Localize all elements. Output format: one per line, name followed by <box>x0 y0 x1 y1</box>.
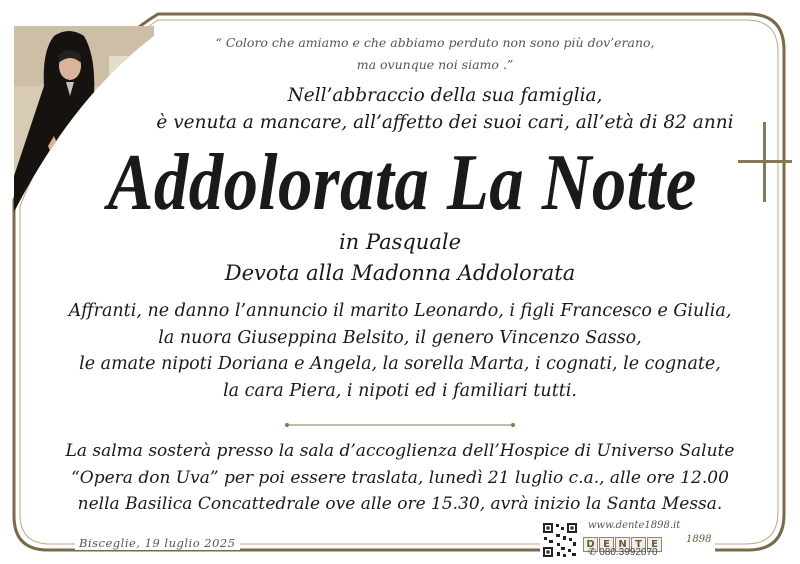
intro-line: è venuta a mancare, all’affetto dei suoi cari, all’età di 82 anni <box>156 112 734 133</box>
intro-line: Nell’abbraccio della sua famiglia, <box>287 85 603 106</box>
phone-value: 080.3992070 <box>599 547 658 558</box>
funeral-home-brand <box>540 520 715 560</box>
funeral-line: nella Basilica Concattedrale ove alle ore 15.30, avrà inizio la Santa Messa. <box>77 494 723 514</box>
quote-line: ma ovunque noi siamo .” <box>356 57 514 72</box>
phone-icon: ✆ <box>588 547 600 558</box>
logo-letter: N <box>615 537 630 552</box>
devotion-line: Devota alla Madonna Addolorata <box>224 261 576 285</box>
dente-logo <box>583 532 663 550</box>
qr-code-icon <box>542 522 578 558</box>
divider-ornament <box>285 420 515 430</box>
announcement-intro <box>150 82 740 136</box>
funeral-line: “Opera don Uva” per poi essere traslata, lunedì 21 luglio c.a., alle ore 12.00 <box>71 467 729 488</box>
funeral-line: La salma sosterà presso la sala d’accoglienza dell’Hospice di Universo Salute <box>65 441 735 461</box>
married-name: in Pasquale <box>338 230 462 254</box>
mourners-line: la nuora Giuseppina Belsito, il genero Vincenzo Sasso, <box>158 327 642 348</box>
mourners-line: le amate nipoti Doriana e Angela, la sorella Marta, i cognati, le cognate, <box>79 354 721 374</box>
website-url: www.dente1898.it <box>588 520 681 531</box>
quote-line: “ Coloro che amiamo e che abbiamo perduto non sono più dov’erano, <box>215 35 655 50</box>
cross-icon <box>736 120 794 204</box>
phone-number <box>588 547 658 558</box>
funeral-details <box>30 438 770 518</box>
logo-letter: E <box>599 537 614 552</box>
mourners-announcement <box>40 298 760 404</box>
logo-letter: D <box>583 537 598 552</box>
place-date: Bisceglie, 19 luglio 2025 <box>75 536 240 550</box>
logo-letter: E <box>647 537 662 552</box>
mourners-line: la cara Piera, i nipoti ed i familiari tutti. <box>223 380 577 401</box>
deceased-name: Addolorata La Notte <box>107 139 697 227</box>
founding-year: 1898 <box>686 534 712 545</box>
logo-letter: T <box>631 537 646 552</box>
mourners-line: Affranti, ne danno l’annuncio il marito Leonardo, i figli Francesco e Giulia, <box>68 301 732 321</box>
memorial-quote <box>200 32 670 76</box>
